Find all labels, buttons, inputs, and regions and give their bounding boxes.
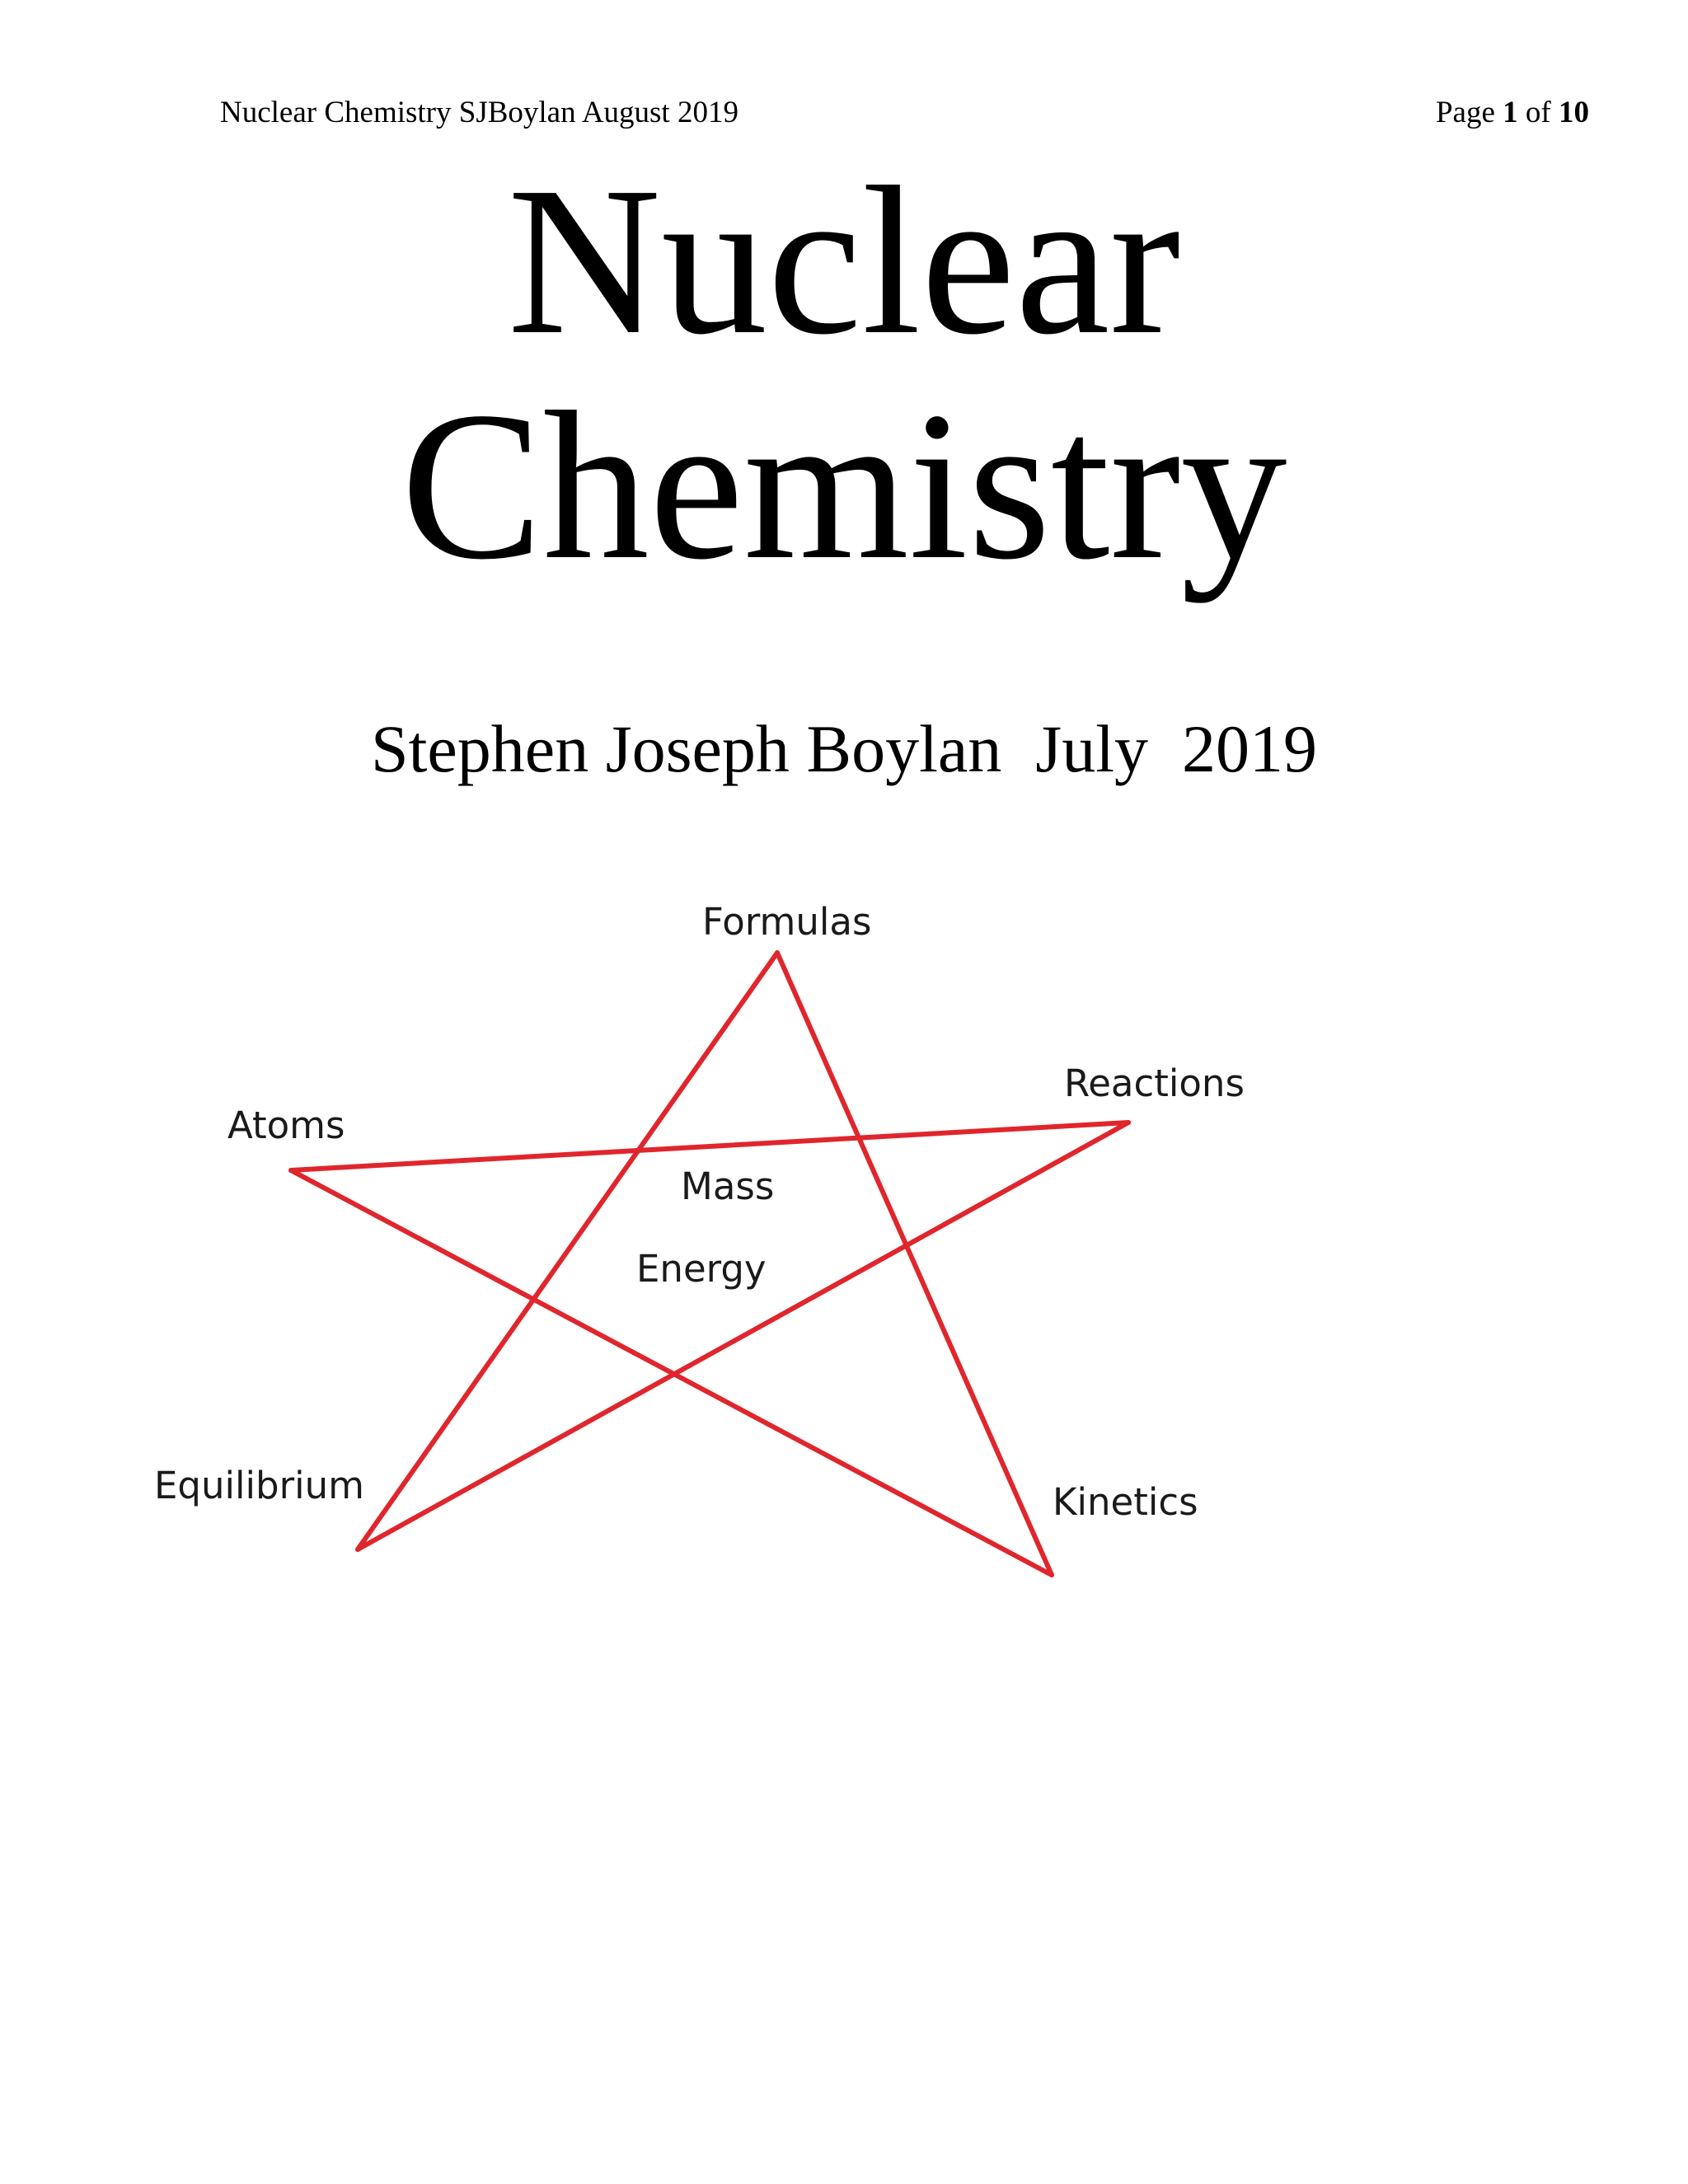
label-atoms: Atoms [227,1104,345,1147]
page-number: 1 [1503,96,1518,129]
star-edge-kinetics-to-formulas [777,953,1052,1575]
document-title-line-2: Chemistry [401,368,1287,603]
label-energy: Energy [636,1247,767,1291]
label-formulas: Formulas [702,900,872,944]
label-equilibrium: Equilibrium [154,1464,364,1507]
page-total: 10 [1559,96,1589,129]
label-mass: Mass [681,1165,775,1208]
document-title-line-1: Nuclear [507,143,1181,378]
author-date-byline: Stephen Joseph Boylan July 2019 [371,711,1317,786]
running-header-title: Nuclear Chemistry SJBoylan August 2019 [220,96,738,129]
of-word: of [1525,96,1551,129]
label-reactions: Reactions [1064,1062,1245,1105]
page-word: Page [1435,96,1495,129]
star-edge-reactions-to-atoms [291,1122,1128,1170]
label-kinetics: Kinetics [1053,1480,1198,1524]
